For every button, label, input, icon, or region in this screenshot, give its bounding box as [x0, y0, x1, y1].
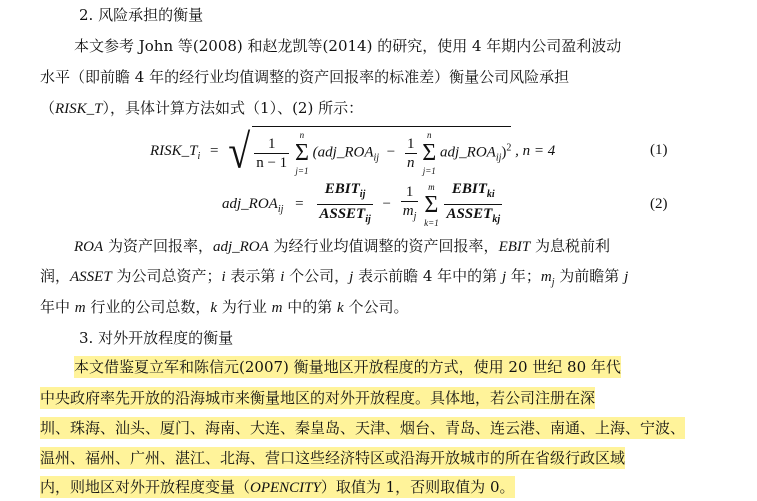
highlighted-line — [74, 357, 754, 378]
variable: k — [337, 300, 344, 316]
eq-subscript: ij — [373, 152, 380, 164]
eq-fraction — [254, 135, 289, 172]
equation-number-1: (1) — [650, 142, 668, 158]
frac-num: EBIT — [451, 181, 487, 197]
variable: OPENCITY — [250, 480, 321, 496]
text-fragment: 中的第 — [282, 298, 338, 316]
eq-subscript: j — [413, 211, 417, 222]
eq-subscript: i — [197, 150, 201, 162]
sum-lower: k=1 — [424, 217, 439, 228]
equation-1 — [150, 123, 556, 178]
eq-subscript: ki — [486, 189, 495, 200]
text-fragment: 个公司。 — [343, 298, 409, 316]
eq-fraction — [405, 135, 417, 172]
eq-minus: − — [386, 144, 396, 161]
paragraph-line: 本文参考 John 等(2008) 和赵龙凯等(2014) 的研究，使用 4 年期内公司盈利波动 — [74, 37, 622, 55]
text-fragment: 为行业 — [217, 298, 272, 316]
eq-tail: , n = 4 — [515, 142, 556, 159]
equation-number-2: (2) — [650, 196, 668, 212]
text-fragment: 为前瞻第 — [554, 267, 625, 285]
eq-term: adj_ROA — [439, 144, 496, 161]
sum-lower: j=1 — [295, 166, 309, 176]
text-fragment: 表示前瞻 4 年中的第 — [353, 267, 502, 285]
frac-den: ASSET — [319, 206, 366, 222]
frac-den: m — [402, 203, 414, 219]
variable: ASSET — [70, 269, 112, 285]
sum-symbol: n Σ j=1 — [422, 130, 437, 176]
text-fragment: 为息税前利 — [530, 237, 611, 255]
highlighted-text: 本文借鉴夏立军和陈信元(2007) 衡量地区开放程度的方式，使用 20 世纪 80 年代 — [74, 358, 621, 376]
variable: i — [280, 269, 285, 285]
variable: adj_ROA — [212, 239, 269, 255]
variable: m — [74, 300, 86, 316]
sum-lower: j=1 — [422, 166, 436, 176]
frac-den: ASSET — [446, 206, 493, 222]
highlighted-line — [40, 418, 720, 439]
paragraph-line — [74, 236, 754, 258]
sum-upper: n — [427, 130, 432, 140]
eq-fraction — [444, 180, 502, 229]
section-heading-risk: 2. 风险承担的衡量 — [79, 6, 204, 24]
sum-symbol: n Σ j=1 — [294, 130, 309, 176]
variable: ROA — [74, 239, 104, 255]
text-fragment: 为公司总资产； — [111, 267, 222, 285]
text-fragment: 为资产回报率， — [103, 237, 213, 255]
eq-term: (adj_ROA — [312, 144, 374, 161]
variable: k — [210, 300, 218, 316]
variable: m — [540, 269, 552, 285]
variable: j — [624, 269, 629, 285]
frac-num: 1 — [254, 135, 289, 154]
text-fragment: 个公司， — [284, 267, 350, 285]
variable: j — [501, 269, 507, 285]
paragraph-line — [40, 98, 720, 120]
eq-subscript: ij — [359, 189, 366, 200]
text-fragment: 行业的公司总数， — [85, 298, 211, 316]
variable: i — [221, 269, 226, 285]
paragraph-line — [40, 266, 720, 293]
eq-lhs: RISK_T — [150, 142, 198, 159]
frac-den: n — [407, 154, 415, 171]
equation-2 — [222, 180, 504, 229]
variable: m — [271, 300, 283, 316]
frac-num: 1 — [407, 135, 415, 152]
variable: RISK_T — [55, 101, 103, 117]
highlighted-line — [40, 448, 720, 469]
eq-power: 2 — [506, 142, 512, 154]
frac-den: n − 1 — [256, 154, 288, 171]
text-fragment: 表示第 — [225, 267, 281, 285]
highlighted-line — [40, 388, 720, 409]
highlighted-text: 中央政府率先开放的沿海城市来衡量地区的对外开放程度。具体地，若公司注册在深 — [40, 389, 596, 407]
sum-upper: m — [428, 181, 435, 192]
text-fragment: （ — [40, 99, 56, 117]
text-fragment: 为经行业均值调整的资产回报率， — [268, 237, 499, 255]
eq-subscript: ij — [365, 214, 371, 225]
highlighted-text: 温州、福州、广州、湛江、北海、营口这些经济特区或沿海开放城市的所在省级行政区域 — [40, 449, 626, 467]
sum-symbol: m Σ k=1 — [424, 181, 439, 228]
eq-equals: = — [210, 142, 219, 159]
paragraph-line: 水平（即前瞻 4 年的经行业均值调整的资产回报率的标准差）衡量公司风险承担 — [40, 68, 570, 86]
text-fragment: 润， — [40, 267, 71, 285]
eq-lhs: adj_ROA — [222, 195, 278, 212]
highlighted-text: 圳、珠海、汕头、厦门、海南、大连、秦皇岛、天津、烟台、青岛、连云港、南通、上海、宁波、 — [40, 419, 686, 437]
highlighted-line — [40, 477, 720, 499]
eq-paren: ) — [501, 144, 507, 161]
frac-num: 1 — [401, 183, 419, 202]
eq-fraction — [317, 180, 372, 229]
eq-subscript: ij — [495, 152, 502, 164]
variable: EBIT — [498, 239, 531, 255]
eq-equals: = — [295, 195, 304, 212]
frac-num: EBIT — [324, 181, 360, 197]
paragraph-line — [40, 297, 720, 319]
highlighted-text: 内，则地区对外开放程度变量（ — [40, 478, 251, 496]
text-fragment: ），具体计算方法如式（1）、(2) 所示： — [102, 99, 364, 117]
eq-minus: − — [382, 195, 391, 212]
eq-fraction — [401, 183, 419, 226]
eq-subscript: j — [551, 277, 555, 288]
highlighted-text: ）取值为 1，否则取值为 0。 — [320, 478, 515, 496]
sqrt-sign: √ — [228, 123, 251, 178]
section-heading-openness: 3. 对外开放程度的衡量 — [79, 329, 234, 347]
eq-subscript: ij — [277, 203, 284, 215]
sum-upper: n — [299, 130, 305, 140]
sqrt-body — [252, 126, 511, 177]
text-fragment: 年； — [506, 267, 541, 285]
eq-subscript: kj — [492, 214, 501, 225]
text-fragment: 年中 — [40, 298, 75, 316]
variable: j — [349, 269, 354, 285]
